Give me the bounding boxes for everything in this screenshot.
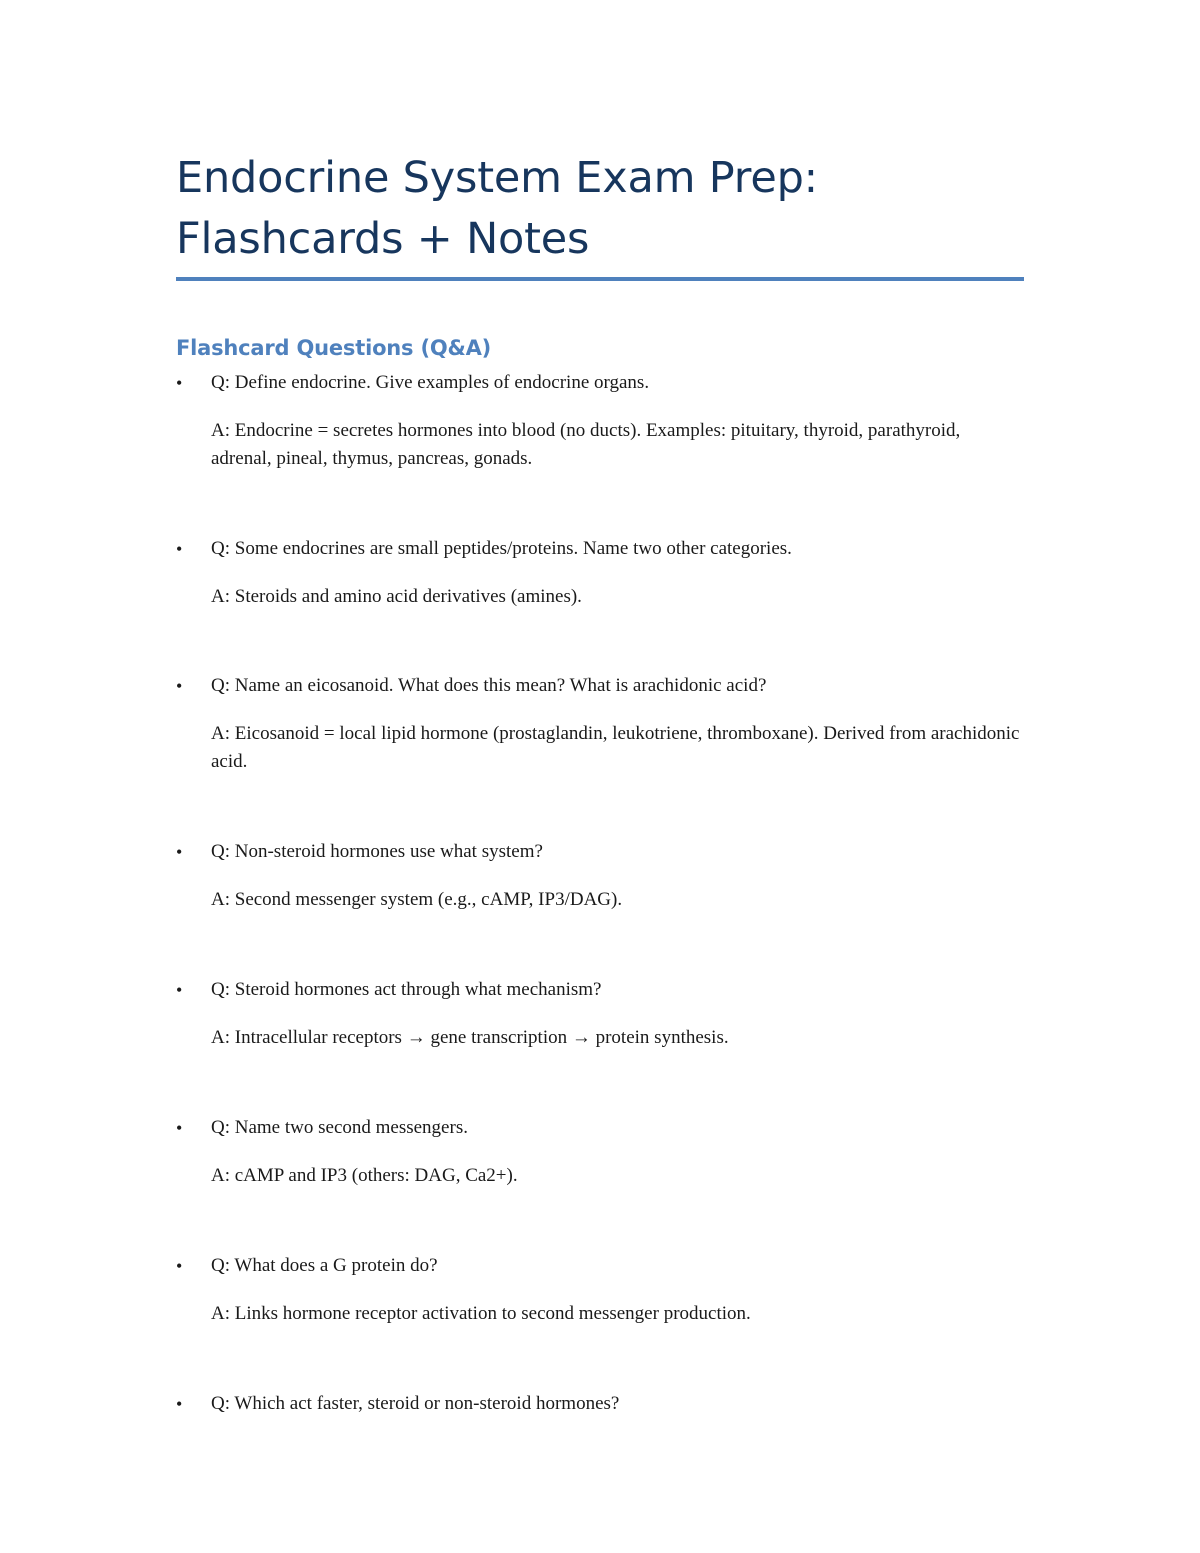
flashcard-answer: A: Intracellular receptors → gene transcription → protein synthesis. bbox=[211, 1027, 729, 1048]
flashcard-question: Q: Define endocrine. Give examples of endocrine organs. bbox=[211, 372, 650, 393]
section-heading: Flashcard Questions (Q&A) bbox=[176, 336, 492, 360]
flashcard-answer: A: cAMP and IP3 (others: DAG, Ca2+). bbox=[211, 1165, 518, 1186]
bullet-icon: • bbox=[176, 1256, 183, 1276]
title-underline bbox=[176, 277, 1024, 281]
flashcard-item bbox=[176, 1114, 1024, 1190]
flashcard-answer: A: Endocrine = secretes hormones into blood (no ducts). Examples: pituitary, thyroid, parathyroid, adrenal, pineal, thymus, pancreas, gonads. bbox=[211, 420, 961, 469]
bullet-icon: • bbox=[176, 676, 183, 696]
flashcard-answer: A: Second messenger system (e.g., cAMP, IP3/DAG). bbox=[211, 889, 623, 910]
bullet-icon: • bbox=[176, 373, 183, 393]
flashcard-item bbox=[176, 1252, 1024, 1328]
document-title bbox=[176, 148, 1024, 270]
bullet-icon: • bbox=[176, 539, 183, 559]
title-line-2: Flashcards + Notes bbox=[176, 214, 590, 264]
flashcard-item bbox=[176, 535, 1024, 611]
flashcard-list bbox=[176, 369, 1024, 1418]
bullet-icon: • bbox=[176, 1394, 183, 1414]
flashcard-answer: A: Links hormone receptor activation to second messenger production. bbox=[211, 1303, 751, 1324]
bullet-icon: • bbox=[176, 980, 183, 1000]
flashcard-answer: A: Eicosanoid = local lipid hormone (prostaglandin, leukotriene, thromboxane). Derived from arachidonic acid. bbox=[211, 723, 1020, 772]
flashcard-item bbox=[176, 976, 1024, 1052]
flashcard-question: Q: Name an eicosanoid. What does this mean? What is arachidonic acid? bbox=[211, 675, 767, 696]
flashcard-question: Q: What does a G protein do? bbox=[211, 1255, 438, 1276]
flashcard-question: Q: Non-steroid hormones use what system? bbox=[211, 841, 543, 862]
flashcard-item bbox=[176, 672, 1024, 776]
flashcard-question: Q: Name two second messengers. bbox=[211, 1117, 468, 1138]
bullet-icon: • bbox=[176, 1118, 183, 1138]
flashcard-question: Q: Some endocrines are small peptides/proteins. Name two other categories. bbox=[211, 538, 792, 559]
flashcard-item bbox=[176, 369, 1024, 473]
flashcard-answer: A: Steroids and amino acid derivatives (amines). bbox=[211, 586, 582, 607]
flashcard-item bbox=[176, 1390, 1024, 1418]
title-line-1: Endocrine System Exam Prep: bbox=[176, 153, 818, 203]
flashcard-question: Q: Steroid hormones act through what mechanism? bbox=[211, 979, 602, 1000]
bullet-icon: • bbox=[176, 842, 183, 862]
document-body bbox=[176, 148, 1024, 1418]
flashcard-item bbox=[176, 838, 1024, 914]
flashcard-question: Q: Which act faster, steroid or non-steroid hormones? bbox=[211, 1393, 620, 1414]
